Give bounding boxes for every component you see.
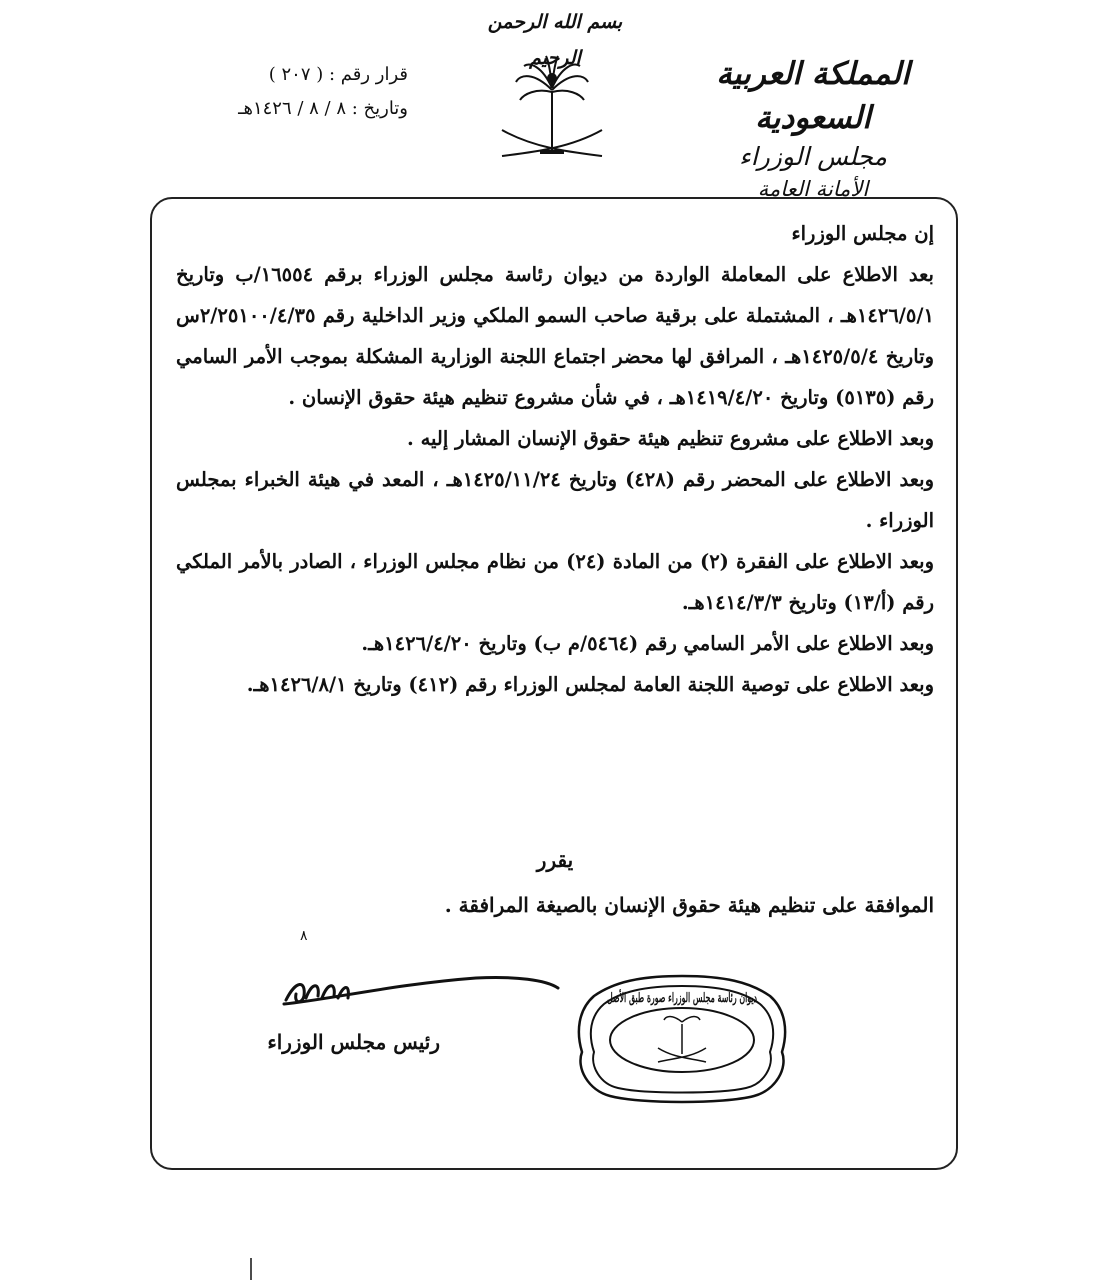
secretariat-name: الأمانة العامة — [757, 177, 869, 201]
decision-number: قرار رقم : ( ٢٠٧ ) — [268, 64, 408, 85]
scan-edge-mark — [248, 1258, 254, 1280]
paragraph-5: وبعد الاطلاع على الأمر السامي رقم (٥٤٦٤/م ب) وتاريخ ١٤٢٦/٤/٢٠هـ. — [361, 632, 934, 655]
paragraph-4: وبعد الاطلاع على الفقرة (٢) من المادة (٢٤) من نظام مجلس الوزراء ، الصادر بالأمر الملكي رقم (أ/١٣) وتاريخ ١٤١٤/٣/٣هـ. — [176, 550, 935, 614]
paragraph-intro: إن مجلس الوزراء — [791, 222, 934, 245]
basmala: بسم الله الرحمن الرحيم — [487, 11, 623, 69]
decision-date: وتاريخ : ٨ / ٨ / ١٤٢٦هـ — [238, 98, 408, 119]
document-body — [176, 213, 934, 705]
paragraph-2: وبعد الاطلاع على مشروع تنظيم هيئة حقوق الإنسان المشار إليه . — [407, 427, 934, 450]
decides-heading: يقرر — [536, 848, 574, 872]
paragraph-3: وبعد الاطلاع على المحضر رقم (٤٢٨) وتاريخ ١٤٢٥/١١/٢٤هـ ، المعد في هيئة الخبراء بمجلس الوزراء . — [176, 468, 934, 532]
signature-mark: ٨ — [300, 928, 308, 944]
official-seal-icon — [574, 972, 856, 1106]
council-name: مجلس الوزراء — [739, 142, 887, 171]
seal-text: ديوان رئاسة مجلس الوزراء صورة طبق الأصل — [607, 991, 856, 1006]
letterhead — [678, 52, 948, 204]
kingdom-name: المملكة العربية السعودية — [716, 56, 910, 136]
prime-minister-title: رئيس مجلس الوزراء — [267, 1030, 440, 1054]
paragraph-6: وبعد الاطلاع على توصية اللجنة العامة لمجلس الوزراء رقم (٤١٢) وتاريخ ١٤٢٦/٨/١هـ. — [246, 673, 934, 696]
paragraph-1: بعد الاطلاع على المعاملة الواردة من ديوان رئاسة مجلس الوزراء برقم ١٦٥٥٤/ب وتاريخ ١٤٢٦/٥/١هـ ، المشتملة على برقية صاحب السمو الملكي وزير الداخلية رقم ٢/٢٥١٠٠/٤/٣٥س وتاريخ ١٤٢٥/٥/٤هـ ، المرافق لها محضر اجتماع اللجنة الوزارية المشكلة بموجب الأمر السامي رقم (٥١٣٥) وتاريخ ١٤١٩/٤/٢٠هـ ، في شأن مشروع تنظيم هيئة حقوق الإنسان . — [176, 263, 934, 409]
palm-swords-emblem-icon — [494, 52, 610, 174]
handwritten-signature-icon — [276, 960, 566, 1020]
resolution-text: الموافقة على تنظيم هيئة حقوق الإنسان بالصيغة المرافقة . — [444, 893, 934, 917]
decision-info — [148, 58, 408, 126]
